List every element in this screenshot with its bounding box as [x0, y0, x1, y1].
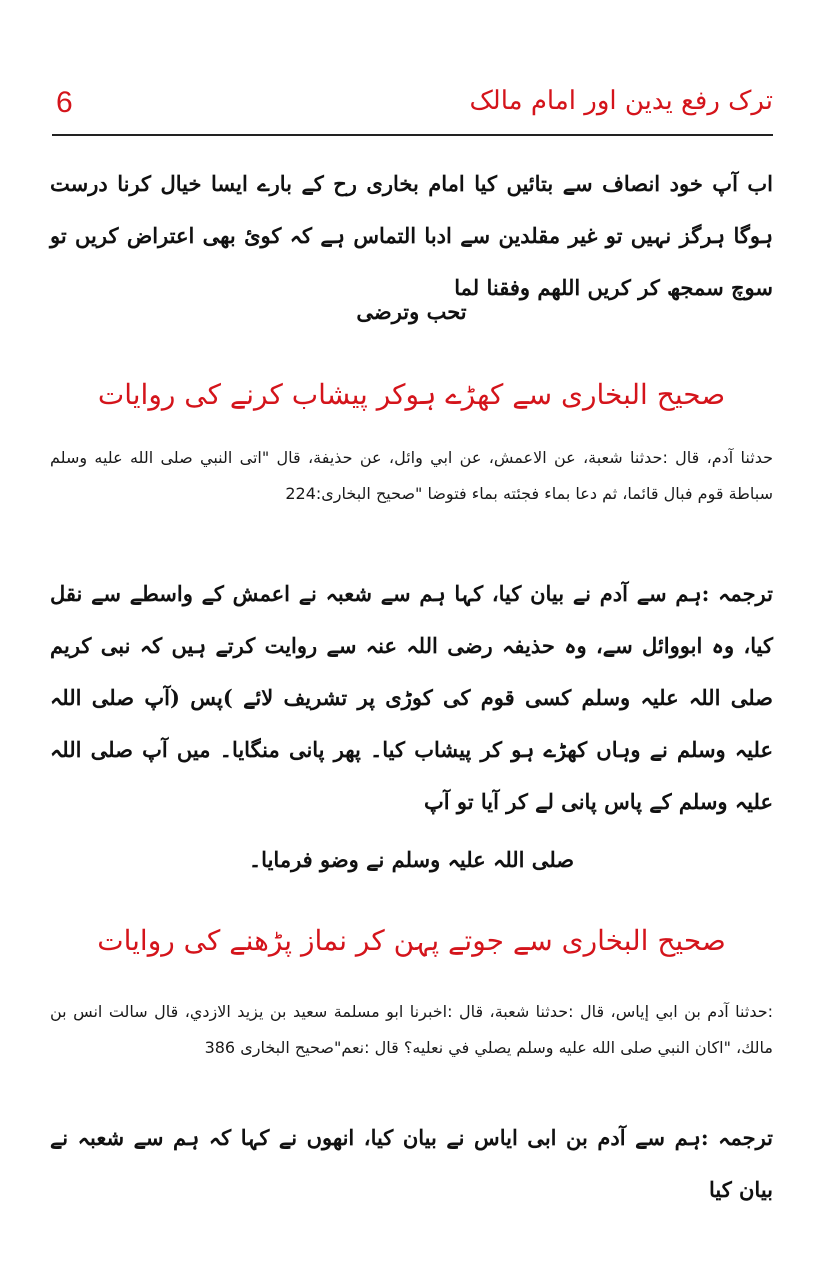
- page-header: [52, 84, 773, 132]
- hadith-translation-224: ترجمہ :ہم سے آدم نے بیان کیا، کہا ہم سے شعبہ نے اعمش کے واسطے سے نقل کیا، وہ ابووائل سے، وہ حذیفہ رضی اللہ عنہ سے روایت کرتے ہیں کہ نبی کریم صلی اللہ علیہ وسلم کسی قوم کی کوڑی پر تشریف لائے )پس (آپ صلی اللہ علیہ وسلم نے وہاں کھڑے ہو کر پیشاب کیا۔ پھر پانی منگایا۔ میں آپ صلی اللہ علیہ وسلم کے پاس پانی لے کر آیا تو آپ: [50, 581, 773, 814]
- page-number: 6: [56, 86, 73, 119]
- header-divider: [52, 134, 773, 136]
- hadith-arabic-224: حدثنا آدم، قال :حدثنا شعبة، عن الاعمش، عن ابي وائل، عن حذيفة، قال "اتى النبي صلى الله عليه وسلم سباطة قوم فبال قائما، ثم دعا بماء فجئته بماء فتوضا "صحیح البخاری:224: [50, 448, 773, 503]
- hadith-arabic-386: :حدثنا آدم بن ابي إياس، قال :حدثنا شعبة، قال :اخبرنا ابو مسلمة سعيد بن يزيد الازدي، قال سالت انس بن مالك، "اكان النبي صلى الله عليه وسلم يصلي في نعليه؟ قال :نعم"صحیح البخاری 386: [50, 1002, 773, 1057]
- section-heading-standing-urination: صحیح البخاری سے کھڑے ہوکر پیشاب کرنے کی روایات: [97, 378, 726, 411]
- hadith-translation-386: ترجمہ :ہم سے آدم بن ابی ایاس نے بیان کیا، انھوں نے کہا کہ ہم سے شعبہ نے بیان کیا: [50, 1125, 773, 1202]
- running-title: ترک رفع یدین اور امام مالک: [469, 86, 773, 116]
- intro-closing-line: تحب وترضی: [356, 299, 467, 324]
- hadith-translation-224-end: صلی اللہ علیہ وسلم نے وضو فرمایا۔: [248, 847, 575, 872]
- intro-paragraph: اب آپ خود انصاف سے بتائیں کیا امام بخاری رح کے بارے ایسا خیال کرنا درست ہوگا ہرگز نہیں تو غیر مقلدین سے ادبا التماس ہے کہ کوئ بھی اعتراض کریں تو سوچ سمجھ کر کریں اللھم وفقنا لما: [50, 171, 773, 300]
- section-heading-prayer-in-shoes: صحیح البخاری سے جوتے پہن کر نماز پڑھنے کی روایات: [97, 924, 726, 957]
